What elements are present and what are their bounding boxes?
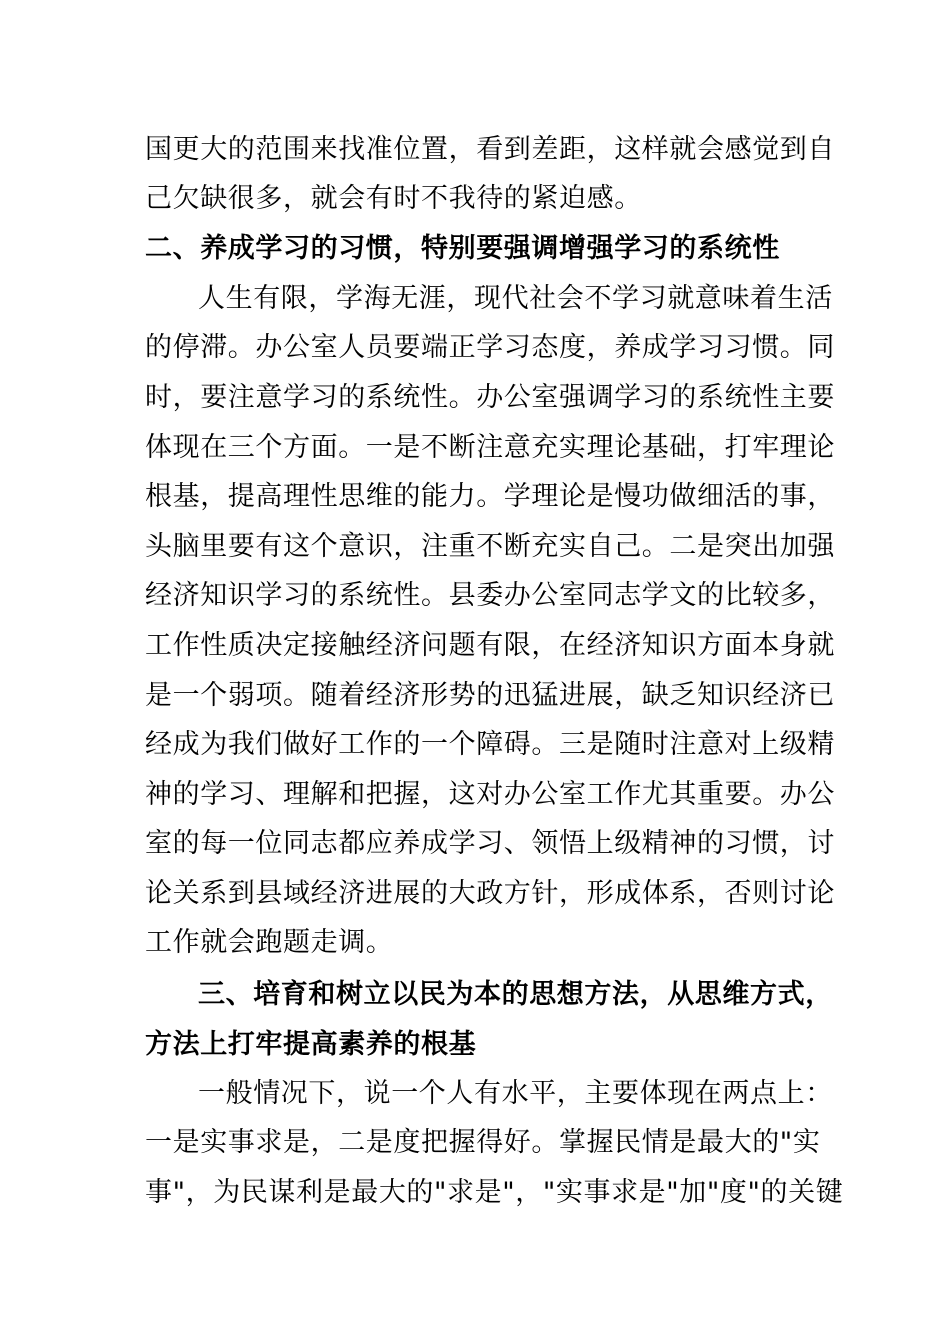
body-text-line: 工作性质决定接触经济问题有限，在经济知识方面本身就 <box>145 630 835 661</box>
body-text-line: 事"，为民谋利是最大的"求是"，"实事求是"加"度"的关键 <box>145 1177 844 1208</box>
body-text-line: 根基，提高理性思维的能力。学理论是慢功做细活的事， <box>145 481 835 512</box>
section-heading-continued: 方法上打牢提高素养的根基 <box>145 1029 477 1060</box>
body-text-line: 室的每一位同志都应养成学习、领悟上级精神的习惯，讨 <box>145 828 835 859</box>
body-text-line: 体现在三个方面。一是不断注意充实理论基础，打牢理论 <box>145 432 835 463</box>
body-text-line: 国更大的范围来找准位置，看到差距，这样就会感觉到自 <box>145 134 835 165</box>
body-text-line: 经济知识学习的系统性。县委办公室同志学文的比较多， <box>145 580 835 611</box>
body-text-line: 一般情况下，说一个人有水平，主要体现在两点上： <box>198 1078 833 1109</box>
body-text-line: 是一个弱项。随着经济形势的迅猛进展，缺乏知识经济已 <box>145 680 835 711</box>
section-heading: 二、养成学习的习惯，特别要强调增强学习的系统性 <box>145 233 780 264</box>
section-heading: 三、培育和树立以民为本的思想方法，从思维方式， <box>198 979 833 1010</box>
body-text-line: 论关系到县域经济进展的大政方针，形成体系，否则讨论 <box>145 878 835 909</box>
body-text-line: 工作就会跑题走调。 <box>145 927 394 958</box>
body-text-line: 的停滞。办公室人员要端正学习态度，养成学习习惯。同 <box>145 332 835 363</box>
body-text-line: 一是实事求是，二是度把握得好。掌握民情是最大的"实 <box>145 1127 821 1158</box>
body-text-line: 神的学习、理解和把握，这对办公室工作尤其重要。办公 <box>145 779 835 810</box>
body-text-line: 时，要注意学习的系统性。办公室强调学习的系统性主要 <box>145 382 835 413</box>
body-text-line: 人生有限，学海无涯，现代社会不学习就意味着生活 <box>198 283 833 314</box>
body-text-line: 己欠缺很多，就会有时不我待的紧迫感。 <box>145 183 642 214</box>
body-text-line: 经成为我们做好工作的一个障碍。三是随时注意对上级精 <box>145 729 835 760</box>
body-text-line: 头脑里要有这个意识，注重不断充实自己。二是突出加强 <box>145 531 835 562</box>
